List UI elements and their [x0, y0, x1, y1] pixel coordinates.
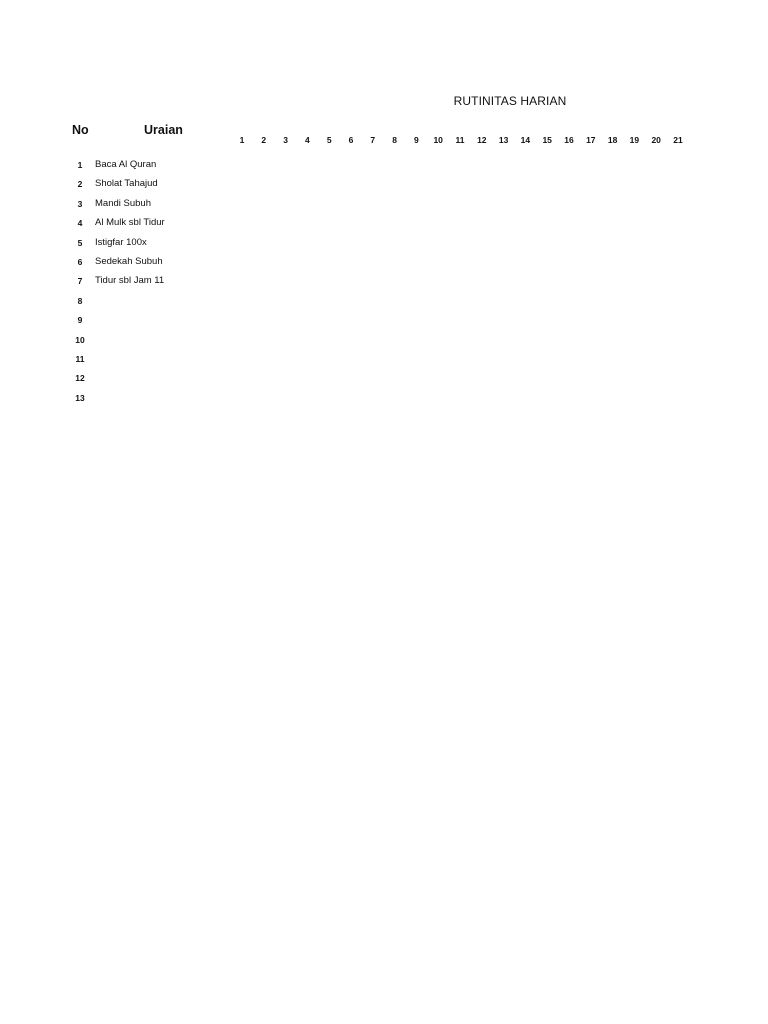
table-row — [66, 313, 366, 327]
table-row — [66, 333, 366, 347]
row-label: Mandi Subuh — [95, 197, 151, 209]
row-label: Sedekah Subuh — [95, 256, 163, 267]
day-header-17: 17 — [586, 135, 596, 145]
table-row — [66, 294, 366, 308]
table-row — [66, 274, 366, 288]
table-row — [66, 158, 366, 172]
day-header-1: 1 — [239, 135, 245, 145]
row-label: Tidur sbl Jam 11 — [95, 275, 165, 287]
row-number: 12 — [75, 373, 85, 384]
row-number: 13 — [75, 392, 85, 403]
day-header-13: 13 — [498, 135, 509, 145]
row-label: Baca Al Quran — [95, 159, 157, 170]
day-header-12: 12 — [477, 135, 487, 145]
table-row — [66, 197, 366, 211]
table-row — [66, 371, 366, 385]
day-header-3: 3 — [283, 135, 288, 145]
row-number: 6 — [77, 257, 83, 267]
day-header-2: 2 — [261, 135, 267, 145]
row-number: 7 — [77, 276, 83, 287]
table-row — [66, 255, 366, 269]
day-header-10: 10 — [433, 135, 443, 145]
row-number: 11 — [75, 354, 85, 364]
table-row — [66, 391, 366, 405]
day-header-18: 18 — [607, 135, 618, 145]
day-header-11: 11 — [455, 135, 465, 145]
day-header-21: 21 — [673, 135, 683, 145]
day-header-6: 6 — [348, 135, 354, 145]
row-label: Istigfar 100x — [95, 236, 147, 248]
day-header-5: 5 — [326, 135, 332, 145]
row-number: 9 — [77, 315, 83, 326]
row-number: 1 — [77, 160, 83, 170]
row-label: Sholat Tahajud — [95, 178, 158, 190]
day-header-9: 9 — [414, 135, 419, 145]
row-number: 3 — [77, 198, 83, 209]
day-header-14: 14 — [520, 135, 531, 145]
row-number: 10 — [75, 334, 85, 345]
row-number: 8 — [77, 295, 83, 306]
column-header-uraian: Uraian — [144, 123, 183, 137]
day-header-15: 15 — [542, 135, 552, 145]
table-row — [66, 177, 366, 191]
row-number: 4 — [77, 218, 83, 229]
table-row — [66, 216, 366, 230]
row-number: 5 — [77, 237, 83, 248]
day-header-16: 16 — [564, 135, 574, 145]
column-header-no: No — [72, 123, 89, 137]
day-header-19: 19 — [629, 135, 640, 145]
day-header-8: 8 — [392, 135, 397, 145]
table-row — [66, 236, 366, 250]
day-header-20: 20 — [651, 135, 661, 145]
row-label: Al Mulk sbl Tidur — [95, 217, 165, 229]
day-header-4: 4 — [305, 135, 310, 145]
sheet-title: RUTINITAS HARIAN — [453, 94, 567, 108]
row-number: 2 — [77, 179, 83, 190]
day-header-7: 7 — [370, 135, 376, 145]
table-row — [66, 352, 366, 366]
